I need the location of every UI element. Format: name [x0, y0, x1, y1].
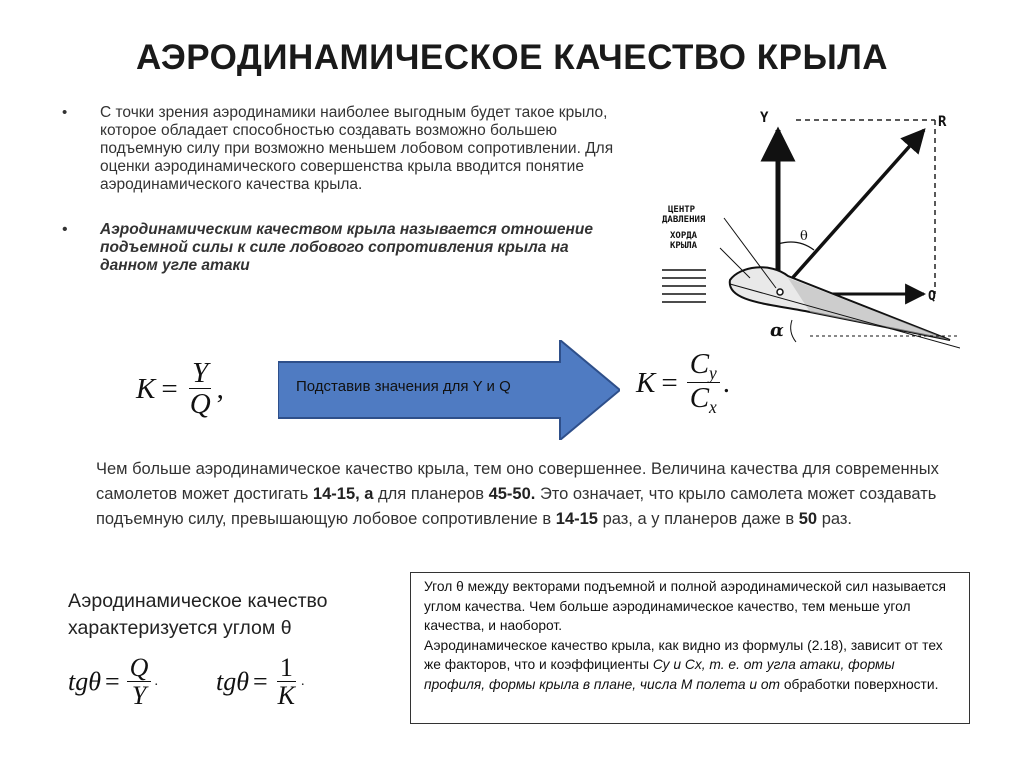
label-chord-line2: КРЫЛА [670, 241, 698, 251]
formula-denominator: Q [189, 388, 211, 421]
angle-characterization [68, 588, 328, 642]
formula-equals: = [161, 373, 178, 406]
label-chord-line1: ХОРДА [670, 231, 698, 241]
formula-lhs: tgθ [216, 667, 249, 697]
label-y: Y [760, 110, 769, 126]
value-glider-ratio: 50 [798, 510, 818, 528]
formula-lhs: tgθ [68, 667, 101, 697]
formula-numerator: 1 [277, 654, 296, 682]
formula-tg-q-over-y [68, 654, 158, 711]
label-center-line2: ДАВЛЕНИЯ [662, 215, 706, 225]
formula-denominator: $C_x$ [689, 382, 717, 418]
formula-denominator: K [277, 681, 296, 711]
formula-lhs: K [136, 373, 156, 406]
bullet-item-definition-intro [62, 104, 622, 194]
bullet-text: С точки зрения аэродинамики наиболее выгодным будет такое крыло, которое обладает способностью создавать возможно большею подъемную силу при возможно меньшем лобовом сопротивлении. Для оценки аэродинамического совершенства крыла вводится понятие аэродинамического качества крыла. [100, 104, 614, 193]
slide-title: АЭРОДИНАМИЧЕСКОЕ КАЧЕСТВО КРЫЛА [135, 38, 889, 77]
formula-equals: = [253, 667, 268, 697]
textbox-paragraph-2: Аэродинамическое качество крыла, как видно из формулы (2.18), зависит от тех же факторов, что и коэффициенты Су и Сх, т. е. от угла атаки, формы профиля, формы крыла в плане, числа М полета и от обработки поверхности. [424, 637, 943, 692]
formula-numerator: Q [127, 654, 152, 682]
formula-denominator: Y [131, 681, 147, 711]
formula-fraction [275, 654, 298, 711]
label-r: R [938, 114, 947, 130]
formula-tail: . [301, 674, 305, 690]
formula-tail: , [216, 373, 224, 406]
formula-fraction [127, 654, 152, 711]
formula-equals: = [661, 366, 678, 399]
formula-lhs: K [636, 366, 656, 399]
bullet-text: Аэродинамическим качеством крыла называется отношение подъемной силы к силе лобового сопротивления крыла на данном угле атаки [100, 221, 593, 274]
angle-characterization-line2: характеризуется углом θ [68, 617, 292, 639]
formula-k-y-over-q [136, 358, 224, 421]
formula-tail: . [722, 366, 731, 399]
label-center-line1: ЦЕНТР [668, 205, 696, 215]
wing-force-diagram [660, 98, 960, 352]
value-airplane-quality: 14-15, а [312, 485, 374, 503]
bullet-item-definition [62, 221, 622, 275]
formula-fraction [187, 358, 214, 421]
textbox-paragraph-1: Угол θ между векторами подъемной и полной аэродинамической сил называется углом качества. Чем больше аэродинамическое качество, тем меньше угол качества, и наоборот. [424, 579, 946, 634]
quality-angle-textbox [410, 572, 970, 724]
label-q: Q [928, 289, 936, 304]
label-theta: θ [800, 229, 808, 244]
formula-fraction [687, 349, 720, 418]
label-alpha: α [770, 320, 784, 341]
formula-numerator: $C_y$ [687, 349, 720, 383]
angle-characterization-line1: Аэродинамическое качество [68, 590, 328, 612]
formula-equals: = [105, 667, 120, 697]
value-airplane-ratio: 14-15 [555, 510, 598, 528]
formula-k-cy-over-cx [636, 349, 730, 418]
formula-tail: . [154, 674, 158, 690]
formula-numerator: Y [189, 358, 211, 389]
bullet-list [62, 104, 622, 275]
arrow-label: Подставив значения для Y и Q [296, 378, 511, 395]
formula-tg-one-over-k [216, 654, 305, 711]
quality-paragraph: Чем больше аэродинамическое качество крыла, тем оно совершеннее. Величина качества для современных самолетов может достигать 14-15, а для планеров 45-50. Это означает, что крыло самолета может создавать подъемную силу, превышающую лобовое сопротивление в 14-15 раз, а у планеров даже в 50 раз. [96, 460, 939, 528]
bullet-marker: • [62, 221, 68, 238]
bullet-marker: • [62, 104, 68, 121]
value-glider-quality: 45-50. [488, 485, 536, 503]
